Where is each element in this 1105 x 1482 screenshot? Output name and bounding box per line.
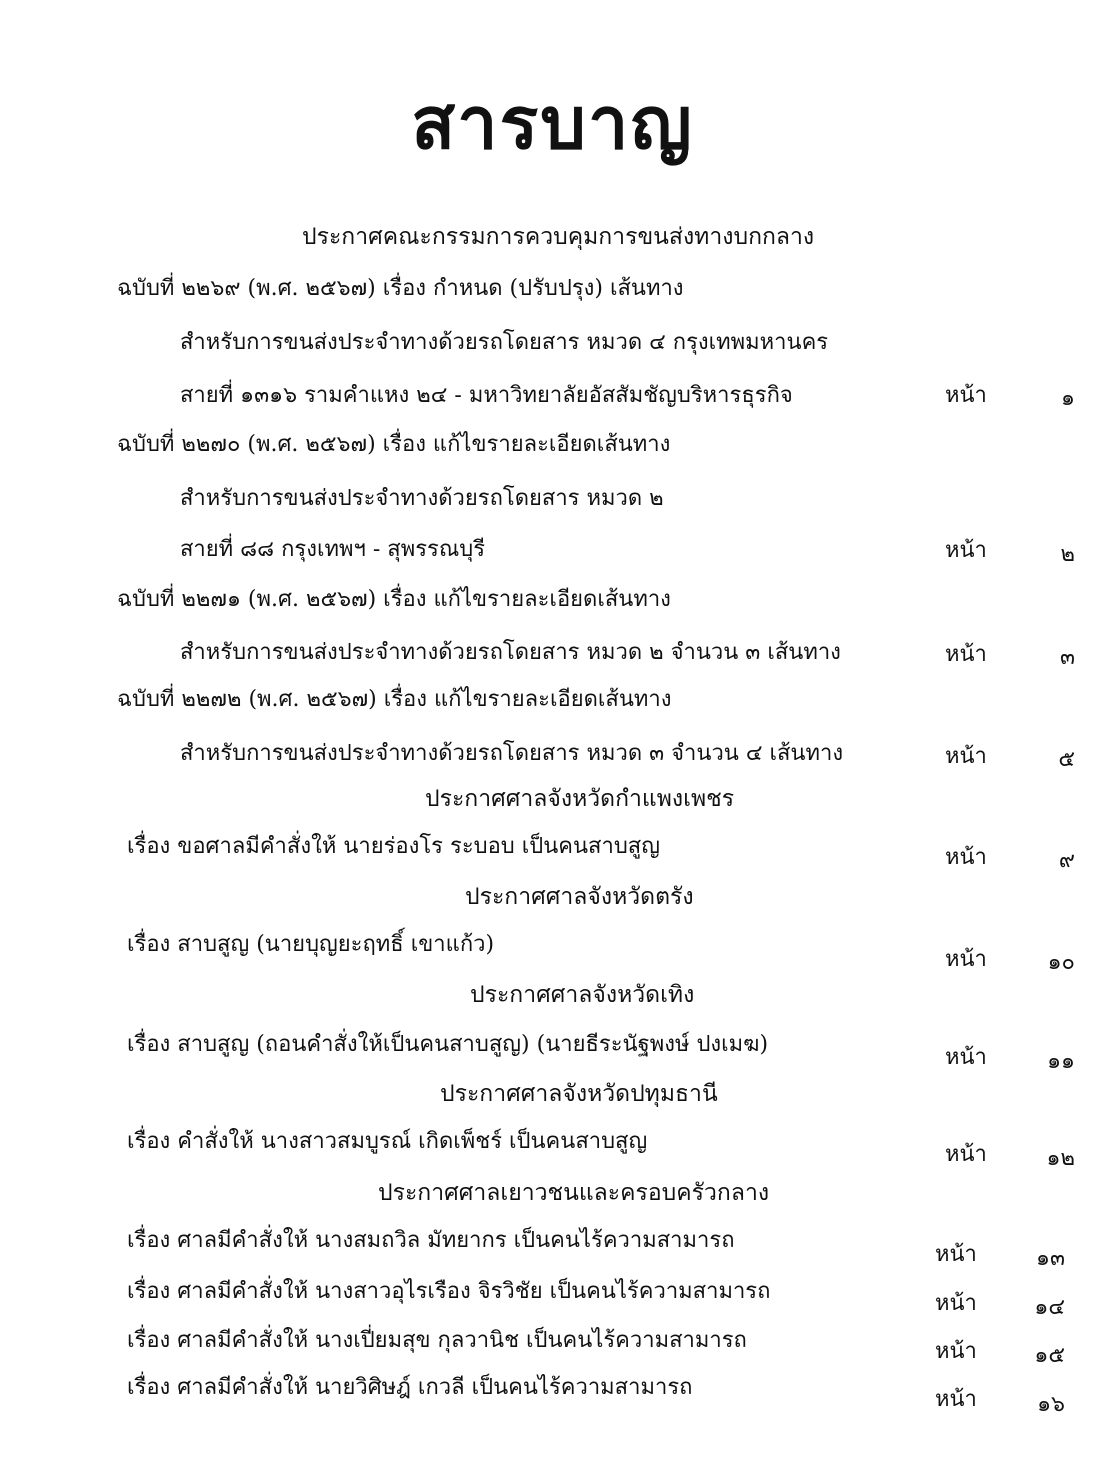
entry-line: เรื่อง ศาลมีคำสั่งให้ นางสาวอุไรเรือง จิรวิชัย เป็นคนไร้ความสามารถ [127,1279,771,1304]
section-heading: ประกาศศาลจังหวัดกำแพงเพชร [425,786,735,812]
page-number: ๑๔ [1034,1295,1065,1320]
page-number: ๕ [1058,747,1075,772]
page-label: หน้า [945,1142,987,1167]
page-number: ๑๒ [1046,1146,1075,1171]
page-number: ๑ [1061,386,1075,411]
entry-line: เรื่อง ศาลมีคำสั่งให้ นายวิศิษฎ์ เกวลี เป็นคนไร้ความสามารถ [127,1375,693,1400]
page-number: ๙ [1058,848,1075,873]
section-heading: ประกาศศาลจังหวัดปทุมธานี [440,1081,718,1107]
page-number: ๑๓ [1035,1246,1065,1271]
section-heading: ประกาศคณะกรรมการควบคุมการขนส่งทางบกกลาง [302,224,815,250]
entry-line: ฉบับที่ ๒๒๗๑ (พ.ศ. ๒๕๖๗) เรื่อง แก้ไขรายละเอียดเส้นทาง [117,587,671,612]
entry-line: สำหรับการขนส่งประจำทางด้วยรถโดยสาร หมวด ๒ จำนวน ๓ เส้นทาง [180,640,841,665]
entry-line: เรื่อง ขอศาลมีคำสั่งให้ นายร่องโร ระบอบ เป็นคนสาบสูญ [127,834,660,859]
section-heading: ประกาศศาลจังหวัดตรัง [465,884,694,910]
page-label: หน้า [945,845,987,870]
entry-line: เรื่อง ศาลมีคำสั่งให้ นางสมถวิล มัทยากร เป็นคนไร้ความสามารถ [127,1228,735,1253]
entry-line: ฉบับที่ ๒๒๗๐ (พ.ศ. ๒๕๖๗) เรื่อง แก้ไขรายละเอียดเส้นทาง [117,432,671,457]
entry-line: เรื่อง สาบสูญ (นายบุญยะฤทธิ์ เขาแก้ว) [127,932,495,957]
page-label: หน้า [945,538,987,563]
entry-line: สำหรับการขนส่งประจำทางด้วยรถโดยสาร หมวด ๓ จำนวน ๔ เส้นทาง [180,741,844,766]
entry-line: ฉบับที่ ๒๒๗๒ (พ.ศ. ๒๕๖๗) เรื่อง แก้ไขรายละเอียดเส้นทาง [117,687,672,712]
entry-line: สำหรับการขนส่งประจำทางด้วยรถโดยสาร หมวด ๒ [180,486,664,511]
page-label: หน้า [945,642,987,667]
page-label: หน้า [945,947,987,972]
entry-line: ฉบับที่ ๒๒๖๙ (พ.ศ. ๒๕๖๗) เรื่อง กำหนด (ปรับปรุง) เส้นทาง [117,276,684,301]
page-number: ๓ [1059,645,1075,670]
entry-line: สำหรับการขนส่งประจำทางด้วยรถโดยสาร หมวด ๔ กรุงเทพมหานคร [180,330,829,355]
section-heading: ประกาศศาลเยาวชนและครอบครัวกลาง [378,1180,770,1206]
entry-line: สายที่ ๑๓๑๖ รามคำแหง ๒๔ - มหาวิทยาลัยอัสสัมชัญบริหารธุรกิจ [180,383,793,408]
page-label: หน้า [945,383,987,408]
section-heading: ประกาศศาลจังหวัดเทิง [470,982,695,1008]
page-label: หน้า [935,1291,977,1316]
entry-line: เรื่อง สาบสูญ (ถอนคำสั่งให้เป็นคนสาบสูญ) (นายธีระนัฐพงษ์ ปงเมฆ) [127,1032,769,1057]
entry-line: เรื่อง ศาลมีคำสั่งให้ นางเปี่ยมสุข กุลวานิช เป็นคนไร้ความสามารถ [127,1328,747,1353]
page-title: สารบาญ [411,80,694,165]
page-label: หน้า [935,1242,977,1267]
page-number: ๑๑ [1047,1049,1075,1074]
page-number: ๑๕ [1034,1343,1065,1368]
page-label: หน้า [935,1387,977,1412]
entry-line: สายที่ ๘๘ กรุงเทพฯ - สุพรรณบุรี [180,537,486,562]
page-number: ๒ [1060,542,1075,567]
page-label: หน้า [935,1339,977,1364]
page-label: หน้า [945,1045,987,1070]
entry-line: เรื่อง คำสั่งให้ นางสาวสมบูรณ์ เกิดเพ็ชร์ เป็นคนสาบสูญ [127,1129,648,1154]
page-label: หน้า [945,744,987,769]
page-number: ๑๐ [1047,950,1075,975]
page-number: ๑๖ [1037,1392,1065,1417]
